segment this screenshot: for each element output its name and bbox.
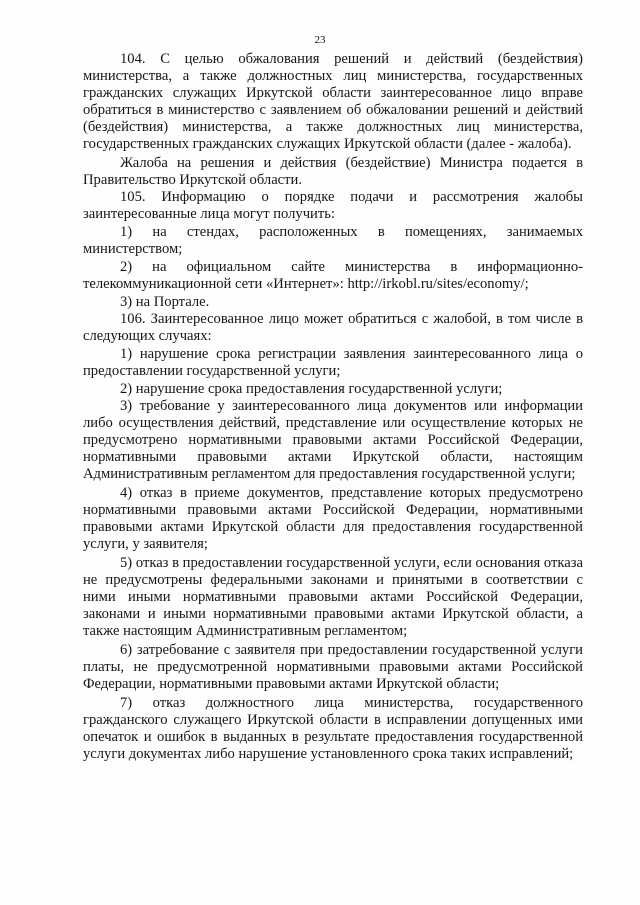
page-number: 23 (314, 34, 326, 46)
list-item-case-1: 1) нарушение срока регистрации заявления заинтересованного лица о предоставлении государственной услуги; (83, 346, 583, 380)
paragraph-106: 106. Заинтересованное лицо может обратиться с жалобой, в том числе в следующих случаях: (83, 310, 583, 344)
paragraph-105: 105. Информацию о порядке подачи и рассмотрения жалобы заинтересованные лица могут получить: (83, 189, 583, 223)
list-item-website: 2) на официальном сайте министерства в информационно-телекоммуникационной сети «Интернет»: http://irkobl.ru/sites/economy/; (83, 259, 583, 293)
list-item-case-7: 7) отказ должностного лица министерства, государственного гражданского служащего Иркутской области в исправлении допущенных ими опечаток и ошибок в выданных в результате предоставления государственной услуги документах либо нарушение установленного срока таких исправлений; (83, 694, 583, 762)
list-item-case-2: 2) нарушение срока предоставления государственной услуги; (120, 380, 503, 397)
list-item-case-4: 4) отказ в приеме документов, представление которых предусмотрено нормативными правовыми актами Российской Федерации, нормативными правовыми актами Иркутской области для предоставления государственной услуги, у заявителя; (83, 484, 583, 552)
list-item-case-5: 5) отказ в предоставлении государственной услуги, если основания отказа не предусмотрены федеральными законами и принятыми в соответствии с ними иными нормативными правовыми актами Российской Федерации, законами и иными нормативными правовыми актами Иркутской области, а также настоящим Административным регламентом; (83, 554, 583, 640)
document-body (83, 51, 583, 763)
list-item-case-3: 3) требование у заинтересованного лица документов или информации либо осуществления действий, представление или осуществление которых не предусмотрено нормативными правовыми актами Российской Федерации, нормативными правовыми актами Иркутской области, настоящим Административным регламентом для предоставления государственной услуги; (83, 397, 583, 483)
list-item-portal: 3) на Портале. (120, 293, 210, 310)
paragraph-104: 104. С целью обжалования решений и действий (бездействия) министерства, а также должностных лиц министерства, государственных гражданских служащих Иркутской области заинтересованное лицо вправе обратиться в министерство с заявлением об обжаловании решений и действий (бездействия) министерства, а также должностных лиц министерства, государственных гражданских служащих Иркутской области (далее - жалоба). (83, 51, 583, 153)
list-item-stands: 1) на стендах, расположенных в помещениях, занимаемых министерством; (83, 223, 583, 257)
list-item-case-6: 6) затребование с заявителя при предоставлении государственной услуги платы, не предусмотренной нормативными правовыми актами Российской Федерации, нормативными правовыми актами Иркутской области; (83, 641, 583, 692)
paragraph-complaint-minister: Жалоба на решения и действия (бездействие) Министра подается в Правительство Иркутской области. (83, 155, 583, 189)
